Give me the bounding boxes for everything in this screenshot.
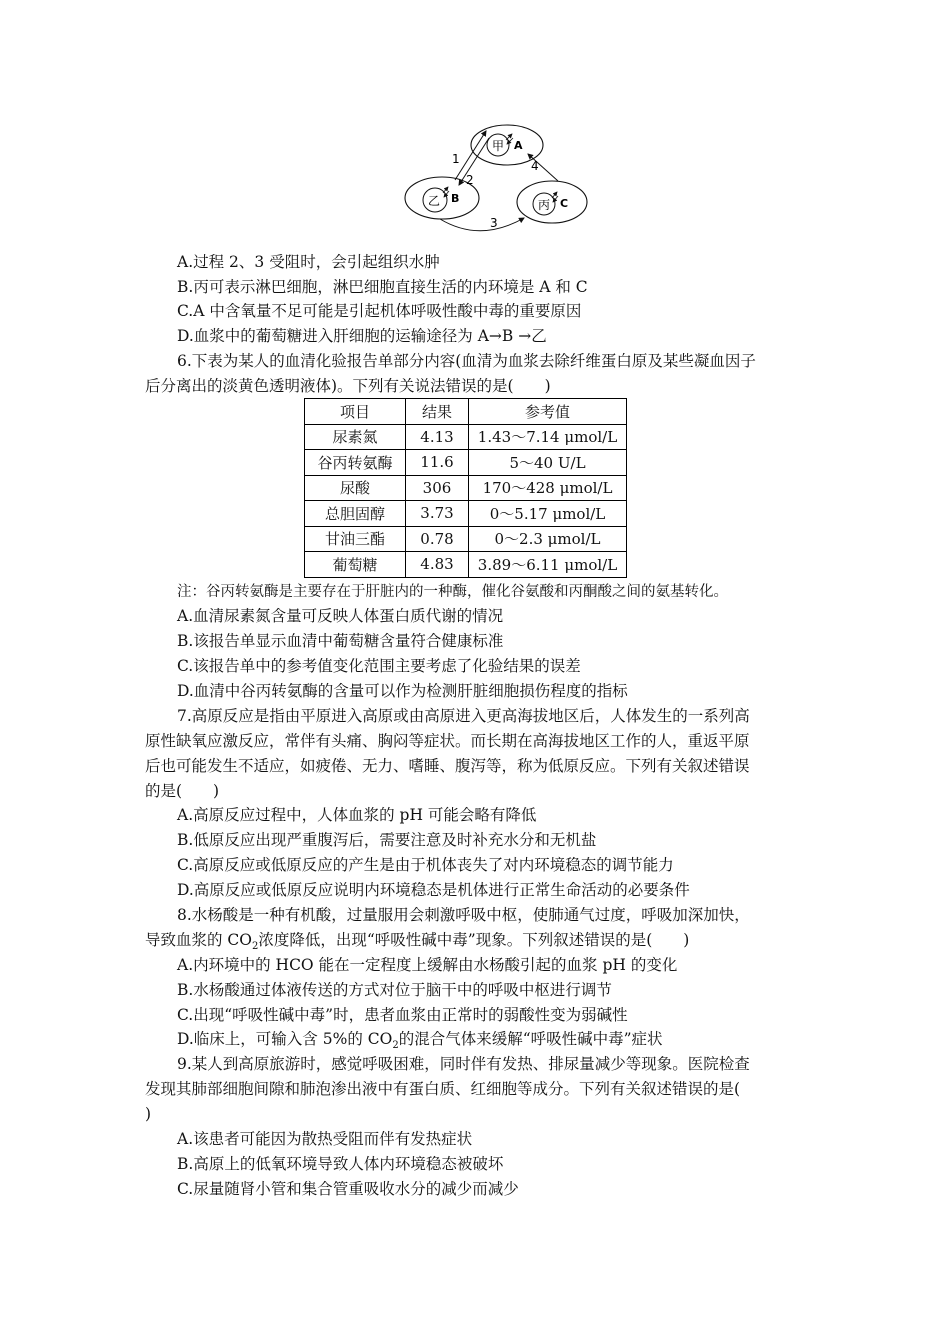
arrow-3 bbox=[440, 218, 524, 231]
node-bing-outer bbox=[517, 181, 587, 223]
q5-option-c: C.A 中含氧量不足可能是引起机体呼吸性酸中毒的重要原因 bbox=[177, 302, 582, 320]
q6-option-a: A.血清尿素氮含量可反映人体蛋白质代谢的情况 bbox=[177, 607, 504, 625]
q5-option-a: A.过程 2、3 受阻时，会引起组织水肿 bbox=[177, 253, 440, 271]
table-cell: 170～428 μmol/L bbox=[469, 475, 627, 501]
arrow-2 bbox=[459, 138, 489, 185]
q9-option-a: A.该患者可能因为散热受阻而伴有发热症状 bbox=[177, 1130, 473, 1148]
q6-stem-line2: 后分离出的淡黄色透明液体)。下列有关说法错误的是( ) bbox=[145, 377, 551, 395]
body-fluid-diagram bbox=[400, 118, 590, 238]
q6-option-d: D.血清中谷丙转氨酶的含量可以作为检测肝脏细胞损伤程度的指标 bbox=[177, 682, 628, 700]
table-row bbox=[305, 475, 627, 501]
q9-stem-line3: ) bbox=[145, 1105, 152, 1123]
table-cell: 306 bbox=[406, 475, 469, 501]
q9-stem-line1: 9.某人到高原旅游时，感觉呼吸困难，同时伴有发热、排尿量减少等现象。医院检查 bbox=[177, 1055, 750, 1073]
table-cell: 谷丙转氨酶 bbox=[305, 450, 406, 476]
table-row bbox=[305, 450, 627, 476]
table-cell: 总胆固醇 bbox=[305, 501, 406, 527]
table-cell: 葡萄糖 bbox=[305, 552, 406, 578]
q7-option-b: B.低原反应出现严重腹泻后，需要注意及时补充水分和无机盐 bbox=[177, 831, 597, 849]
table-header: 参考值 bbox=[469, 399, 627, 425]
table-row bbox=[305, 501, 627, 527]
q7-stem-line1: 7.高原反应是指由平原进入高原或由高原进入更高海拔地区后，人体发生的一系列高 bbox=[177, 707, 750, 725]
q8-option-d bbox=[177, 1028, 663, 1050]
q9-option-b: B.高原上的低氧环境导致人体内环境稳态被破坏 bbox=[177, 1155, 504, 1173]
table-cell: 尿酸 bbox=[305, 475, 406, 501]
q9-option-c: C.尿量随肾小管和集合管重吸收水分的减少而减少 bbox=[177, 1180, 519, 1198]
table-header-row bbox=[305, 399, 627, 425]
table-row bbox=[305, 552, 627, 578]
q7-option-d: D.高原反应或低原反应说明内环境稳态是机体进行正常生命活动的必要条件 bbox=[177, 881, 690, 899]
arrow-1-label: 1 bbox=[452, 152, 460, 166]
q6-note: 注：谷丙转氨酶是主要存在于肝脏内的一种酶，催化谷氨酸和丙酮酸之间的氨基转化。 bbox=[177, 584, 728, 600]
q6-option-c: C.该报告单中的参考值变化范围主要考虑了化验结果的误差 bbox=[177, 657, 581, 675]
q6-option-b: B.该报告单显示血清中葡萄糖含量符合健康标准 bbox=[177, 632, 504, 650]
table-cell: 0～5.17 μmol/L bbox=[469, 501, 627, 527]
table-row bbox=[305, 424, 627, 450]
arrow-3-label: 3 bbox=[490, 216, 498, 230]
arrow-4-label: 4 bbox=[531, 159, 539, 173]
serum-report-table bbox=[304, 398, 627, 578]
table-cell: 4.83 bbox=[406, 552, 469, 578]
q5-option-d: D.血浆中的葡萄糖进入肝细胞的运输途径为 A→B →乙 bbox=[177, 327, 547, 345]
q7-stem-line2: 原性缺氧应激反应，常伴有头痛、胸闷等症状。而长期在高海拔地区工作的人，重返平原 bbox=[145, 732, 750, 750]
q8-stem-line2-b: 浓度降低，出现“呼吸性碱中毒”现象。下列叙述错误的是( ) bbox=[258, 931, 690, 949]
table-header: 结果 bbox=[406, 399, 469, 425]
q8-stem-line2-a: 导致血浆的 CO bbox=[145, 931, 252, 949]
table-cell: 甘油三酯 bbox=[305, 526, 406, 552]
table-header: 项目 bbox=[305, 399, 406, 425]
q8-option-d-a: D.临床上，可输入含 5%的 CO bbox=[177, 1030, 393, 1048]
node-bing-sub: C bbox=[560, 197, 569, 210]
q6-stem-line1: 6.下表为某人的血清化验报告单部分内容(血清为血浆去除纤维蛋白原及某些凝血因子 bbox=[177, 352, 756, 370]
q7-stem-line3: 后也可能发生不适应，如疲倦、无力、嗜睡、腹泻等，称为低原反应。下列有关叙述错误 bbox=[145, 757, 750, 775]
table-cell: 5～40 U/L bbox=[469, 450, 627, 476]
q8-stem-line1: 8.水杨酸是一种有机酸，过量服用会刺激呼吸中枢，使肺通气过度，呼吸加深加快， bbox=[177, 906, 750, 924]
node-jia-label: 甲 bbox=[492, 139, 505, 153]
q8-stem-line2 bbox=[145, 929, 689, 951]
table-cell: 0.78 bbox=[406, 526, 469, 552]
table-cell: 1.43～7.14 μmol/L bbox=[469, 424, 627, 450]
q8-option-d-sub: 2 bbox=[392, 1040, 399, 1052]
q7-stem-line4: 的是( ) bbox=[145, 782, 220, 800]
node-bing-label: 丙 bbox=[538, 198, 551, 212]
table-cell: 3.73 bbox=[406, 501, 469, 527]
q9-stem-line2: 发现其肺部细胞间隙和肺泡渗出液中有蛋白质、红细胞等成分。下列有关叙述错误的是( bbox=[145, 1080, 741, 1098]
table-cell: 0～2.3 μmol/L bbox=[469, 526, 627, 552]
node-yi-sub: B bbox=[451, 192, 460, 205]
q8-option-d-b: 的混合气体来缓解“呼吸性碱中毒”症状 bbox=[398, 1030, 663, 1048]
node-yi-label: 乙 bbox=[428, 194, 441, 208]
table-row bbox=[305, 526, 627, 552]
q8-option-c: C.出现“呼吸性碱中毒”时，患者血浆由正常时的弱酸性变为弱碱性 bbox=[177, 1006, 628, 1024]
node-jia-sub: A bbox=[514, 139, 523, 152]
table-cell: 11.6 bbox=[406, 450, 469, 476]
table-cell: 3.89～6.11 μmol/L bbox=[469, 552, 627, 578]
q8-option-a: A.内环境中的 HCO 能在一定程度上缓解由水杨酸引起的血浆 pH 的变化 bbox=[177, 956, 678, 974]
q8-stem-line2-sub: 2 bbox=[252, 941, 259, 953]
q5-option-b: B.丙可表示淋巴细胞，淋巴细胞直接生活的内环境是 A 和 C bbox=[177, 278, 588, 296]
q7-option-c: C.高原反应或低原反应的产生是由于机体丧失了对内环境稳态的调节能力 bbox=[177, 856, 674, 874]
q7-option-a: A.高原反应过程中，人体血浆的 pH 可能会略有降低 bbox=[177, 806, 537, 824]
table-cell: 尿素氮 bbox=[305, 424, 406, 450]
q8-option-b: B.水杨酸通过体液传送的方式对位于脑干中的呼吸中枢进行调节 bbox=[177, 981, 612, 999]
arrow-2-label: 2 bbox=[466, 173, 474, 187]
table-cell: 4.13 bbox=[406, 424, 469, 450]
